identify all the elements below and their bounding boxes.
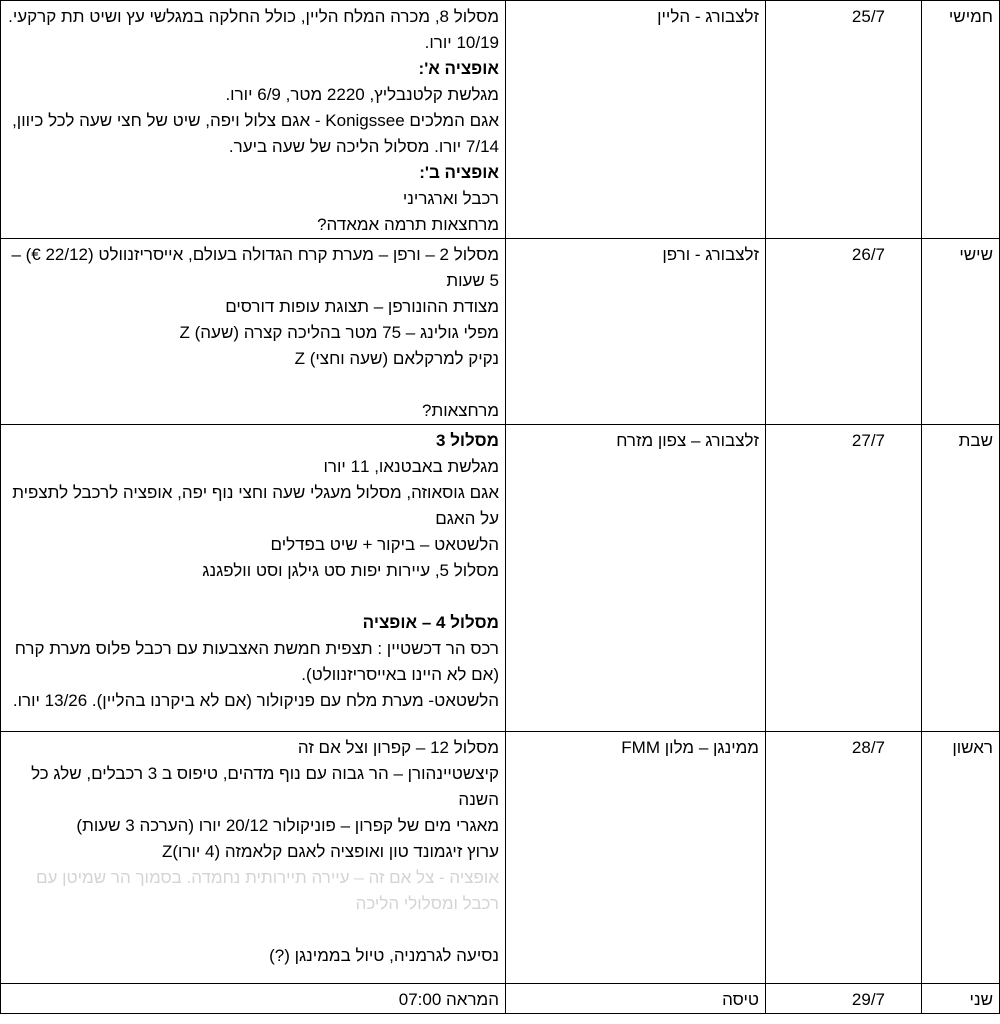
detail-line: מסלול 5, עיירות יפות סט גילגן וסט וולפגנג	[202, 561, 499, 580]
detail-line: מסלול 2 – ורפן – מערת קרח הגדולה בעולם, אייסריזנוולט (22/12 €) – 5 שעות	[11, 245, 499, 290]
detail-line: מגלשת באבטנאו, 11 יורו	[323, 457, 499, 476]
detail-line: נקיק למרקלאם (שעה וחצי) Z	[294, 349, 499, 368]
detail-line	[7, 584, 499, 610]
details-cell	[1, 732, 506, 984]
table-row	[1, 1, 1000, 239]
detail-line: אופציה ב':	[419, 163, 499, 182]
detail-line: הלשטאט – ביקור + שיט בפדלים	[270, 535, 499, 554]
place-cell: ממינגן – מלון FMM	[506, 732, 766, 984]
detail-line: אגם המלכים Konigssee - אגם צלול ויפה, שיט של חצי שעה לכל כיוון, 7/14 יורו. מסלול הליכה של שעה ביער.	[12, 111, 499, 156]
table-row	[1, 732, 1000, 984]
details-cell	[1, 239, 506, 425]
detail-line: מרחצאות תרמה אמאדה?	[317, 215, 499, 234]
detail-line: רכס הר דכשטיין : תצפית חמשת האצבעות עם רכבל פלוס מערת קרח (אם לא היינו באייסריזנוולט).	[14, 639, 499, 684]
place-cell: זלצבורג - הליין	[506, 1, 766, 239]
date-value: 29/7	[851, 990, 885, 1009]
place-cell: טיסה	[506, 984, 766, 1014]
detail-line: מגלשת קלטנבליץ, 2220 מטר, 6/9 יורו.	[225, 85, 499, 104]
detail-line: ערוץ זיגמונד טון ואופציה לאגם קלאמזה (4 יורו)Z	[161, 842, 499, 861]
table-row	[1, 239, 1000, 425]
detail-line: רכבל וארגריני	[402, 189, 499, 208]
date-cell	[766, 1, 922, 239]
date-cell	[766, 732, 922, 984]
day-cell: חמישי	[922, 1, 1000, 239]
detail-line: אגם גוסאוזה, מסלול מעגלי שעה וחצי נוף יפה, אופציה לרכבל לתצפית על האגם	[12, 483, 499, 528]
place-cell: זלצבורג - ורפן	[506, 239, 766, 425]
detail-line: קיצשטיינהורן – הר גבוה עם נוף מדהים, טיפוס ב 3 רכבלים, שלג כל השנה	[31, 764, 499, 809]
date-value: 27/7	[851, 431, 885, 450]
date-cell	[766, 239, 922, 425]
detail-line: אופציה - צל אם זה – עיירה תיירותית נחמדה. בסמוך הר שמיטן עם רכבל ומסלולי הליכה	[35, 868, 499, 913]
detail-line: מסלול 3	[436, 431, 499, 450]
detail-line	[7, 372, 499, 398]
day-cell: שבת	[922, 425, 1000, 732]
date-cell	[766, 425, 922, 732]
details-cell	[1, 425, 506, 732]
day-cell: שישי	[922, 239, 1000, 425]
detail-line: מסלול 8, מכרה המלח הליין, כולל החלקה במגלשי עץ ושיט תת קרקעי. 10/19 יורו.	[8, 7, 499, 52]
detail-line: מצודת ההונורפן – תצוגת עופות דורסים	[225, 297, 499, 316]
detail-line: מסלול 12 – קפרון וצל אם זה	[297, 738, 499, 757]
detail-line: אופציה א':	[418, 59, 499, 78]
place-cell: זלצבורג – צפון מזרח	[506, 425, 766, 732]
detail-line	[7, 917, 499, 943]
day-cell: שני	[922, 984, 1000, 1014]
detail-line: מפלי גולינג – 75 מטר בהליכה קצרה (שעה) Z	[179, 323, 499, 342]
detail-line: מרחצאות?	[422, 401, 499, 420]
details-cell	[1, 1, 506, 239]
table-row	[1, 984, 1000, 1014]
date-value: 28/7	[851, 738, 885, 757]
table-row	[1, 425, 1000, 732]
detail-line: מאגרי מים של קפרון – פוניקולור 20/12 יורו (הערכה 3 שעות)	[76, 816, 499, 835]
detail-line: המראה 07:00	[398, 990, 499, 1009]
date-value: 26/7	[851, 245, 885, 264]
detail-line: נסיעה לגרמניה, טיול בממינגן (?)	[269, 946, 499, 965]
details-cell	[1, 984, 506, 1014]
date-cell	[766, 984, 922, 1014]
date-value: 25/7	[851, 7, 885, 26]
detail-line: מסלול 4 – אופציה	[362, 613, 499, 632]
detail-line: הלשטאט- מערת מלח עם פניקולור (אם לא ביקרנו בהליין). 13/26 יורו.	[12, 691, 499, 710]
day-cell: ראשון	[922, 732, 1000, 984]
